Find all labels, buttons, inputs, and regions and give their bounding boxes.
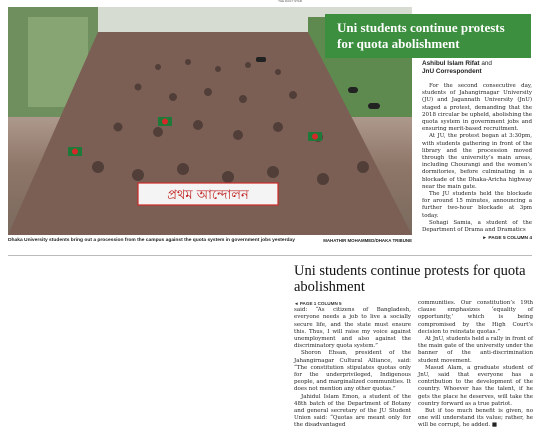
- byline: [422, 60, 534, 76]
- section-divider: [8, 255, 532, 256]
- headline-box: [325, 14, 531, 58]
- top-strip: THE DAILY STAR: [278, 0, 302, 3]
- byline-and: and: [481, 60, 492, 67]
- photo-credit: MAHATHIR MOHAMMED/DHAKA TRIBUNE: [323, 238, 412, 243]
- continuation-paragraph: communities. Our constitution’s 19th clause emphasizes ‘equality of opportunity,’ which is being compromised by the High Court’s decision to reinstate quotas.”: [418, 300, 533, 335]
- continuation-paragraph: Shoron Ehsan, president of the Jahangirnagar Cultural Alliance, said: “The constitution stipulates quotas only for the underprivileged, Indigenous people, and marginalized communities. It does not mention any other quotas.”: [294, 350, 411, 393]
- jump-reference: ► PAGE 5 COLUMN 4: [482, 236, 532, 242]
- continuation-paragraph: At JnU, students held a rally in front of the main gate of the university under the banner of the anti-discrimination student movement.: [418, 336, 533, 364]
- headline: Uni students continue protests for quota abolishment: [337, 20, 505, 51]
- side-paragraph: At JU, the protest began at 3:30pm, with students gathering in front of the library and the procession moved through the university’s main areas, including Chourangi and the women’s dormitories, before culminating in a blockade of the Dhaka-Aricha highway near the main gate.: [422, 133, 532, 190]
- continuation-paragraph: said: “As citizens of Bangladesh, everyone needs a job to live a socially secure life, and the state must ensure this. Thus, I will raise my voice against unemployment and also against the discriminatory quota system.”: [294, 307, 411, 350]
- caption-text: Dhaka University students bring out a procession from the campus against the quota system in government jobs yesterday: [8, 238, 295, 243]
- from-page-label: ◄ PAGE 1 COLUMN 5: [294, 301, 342, 306]
- continuation-column-a: [294, 300, 411, 430]
- photo-caption: [8, 238, 412, 243]
- side-paragraph: The JU students held the blockade for around 15 minutes, announcing a further two-hour blockade at 3pm today.: [422, 191, 532, 219]
- jump-label: PAGE 5 COLUMN 4: [488, 236, 532, 242]
- side-paragraph: Sohagi Samia, a student of the Department of Drama and Dramatics: [422, 219, 532, 234]
- side-paragraph: For the second consecutive day, students of Jahangirnagar University (JU) and Jagannath University (JnU) staged a protest, demanding that the 2018 circular be upheld, abolishing the quota system in government jobs and ensuring merit-based recruitment.: [422, 83, 532, 133]
- from-label-text: PAGE 1 COLUMN 5: [299, 301, 342, 306]
- side-story: [422, 83, 532, 242]
- continuation-headline: Uni students continue protests for quota abolishment: [294, 263, 526, 295]
- continuation-paragraph: Jahidul Islam Emon, a student of the 48th batch of the Department of Botany and general secretary of the JU Student Union said: “Quotas are meant only for the disadvantaged: [294, 393, 411, 429]
- continuation-paragraph: But if too much benefit is given, no one will understand its value; rather, he will be corrupt, he added. ■: [418, 408, 533, 429]
- byline-role: JnU Correspondent: [422, 68, 482, 75]
- byline-name: Ashibul Islam Rifat: [422, 60, 480, 67]
- continuation-paragraph: Masud Alam, a graduate student of JnU, said that everyone has a contribution to the development of the country. Whoever has the talent, if he gets the place he deserves, will take the country forward as a true patriot.: [418, 364, 533, 407]
- continuation-column-b: [418, 300, 533, 430]
- banner-text: প্রথম আন্দোলন: [167, 188, 249, 203]
